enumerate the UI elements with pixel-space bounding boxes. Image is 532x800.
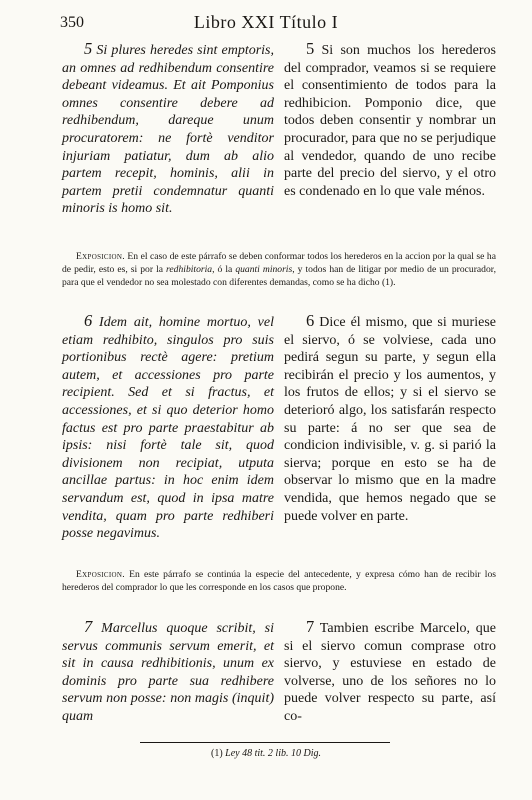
latin-paragraph-number: 7: [84, 617, 93, 636]
footnote: [0, 748, 532, 759]
exposition-2: [62, 568, 496, 594]
section-7: [62, 618, 496, 726]
exposition-text: , ó la: [212, 264, 236, 275]
exposition-italic: quanti minoris: [235, 264, 293, 275]
spanish-paragraph-text: Si son muchos los herederos del comprador, veamos si se requiere el consentimiento de todos para la redhibicion. Pomponio dice, que todos deben consentir y nombrar un procurador, para que no se perjudique al vendedor, quando de uno recibe parte del precio del siervo, y el otro es condenado en lo que vale ménos.: [284, 43, 496, 199]
latin-column: [62, 312, 274, 543]
latin-paragraph-text: Marcellus quoque scribit, si servus communis servum emerit, et sit in causa redhibitionis, unum ex dominis pro parte sua redhibere servum non posse: non magis (inquit) quam: [62, 621, 274, 724]
spanish-paragraph-number: 7: [306, 617, 315, 636]
footnote-citation: Ley 48 tit. 2 lib. 10 Dig.: [225, 748, 321, 759]
latin-column: [62, 40, 274, 218]
spanish-paragraph-text: Dice él mismo, que si muriese el siervo, ó se volviese, cada uno pedirá segun su parte, y segun ella recibirán el precio y los aumentos, y los frutos de ellos; y si el siervo se deterioró algo, los satisfarán respecto su parte: á no ser que sea de condicion indivisible, v. g. si parió la sierva; porque en esto se ha de observar lo mismo que en la madre vendida, que hemos negado que se puede volver en parte.: [284, 315, 496, 524]
exposition-italic: redhibitoria: [166, 264, 213, 275]
exposition-1: [62, 250, 496, 289]
latin-paragraph-text: Si plures heredes sint emptoris, an omnes ad redhibendum consentire debeant videamus. Et ait Pomponius omnes consentire debere ad redhibendum, dareque unum procuratorem: ne fortè venditor injuriam patiatur, dum ab alio partem recepit, hominis, alii in partem pretii condemnatur quanti minoris is homo sit.: [62, 43, 274, 217]
spanish-column: [284, 618, 496, 726]
exposition-label: Exposicion.: [76, 569, 125, 580]
latin-paragraph-number: 6: [84, 311, 93, 330]
footnote-marker: (1): [210, 748, 223, 759]
section-5: [62, 40, 496, 218]
exposition-text: , y todos han de litigar por medio de un procurador, para que el vendedor no sea molestado con diferentes demandas, como se ha dicho (1).: [62, 264, 496, 288]
footnote-rule: [140, 742, 390, 743]
latin-column: [62, 618, 274, 726]
page-number: 350: [60, 14, 84, 31]
spanish-paragraph-number: 5: [306, 39, 315, 58]
section-6: [62, 312, 496, 543]
spanish-paragraph-number: 6: [306, 311, 315, 330]
spanish-column: [284, 312, 496, 543]
latin-paragraph-text: Idem ait, homine mortuo, vel etiam redhibito, singulos pro suis portionibus rectè agere: pretium autem, et accessiones pro parte recipient. Sed et si fractus, et accessiones, et si quo deterior homo factus est pro parte praestabitur ab ipsis: nisi fortè tale sit, quod divisionem non recipiat, utputa ancillae partus: in hoc enim idem servandum est, quod in ipsa matre vendita, quam pro parte redhiberi posse negavimus.: [62, 315, 274, 542]
exposition-text: En este párrafo se continúa la especie del antecedente, y expresa cómo han de recibir los herederos del comprador lo que les corresponde en los casos que propone.: [62, 569, 496, 593]
exposition-label: Exposicion.: [76, 251, 125, 262]
spanish-paragraph-text: Tambien escribe Marcelo, que si el siervo comun comprase otro siervo, y estuviese en estado de volverse, uno de los señores no lo puede volver respecto su parte, así co-: [284, 621, 496, 724]
exposition-text: En el caso de este párrafo se deben conformar todos los herederos en la accion por la qual se ha de pedir, esto es, si por la: [62, 251, 496, 275]
running-title: Libro XXI Título I: [193, 12, 339, 32]
latin-paragraph-number: 5: [84, 39, 93, 58]
spanish-column: [284, 40, 496, 218]
